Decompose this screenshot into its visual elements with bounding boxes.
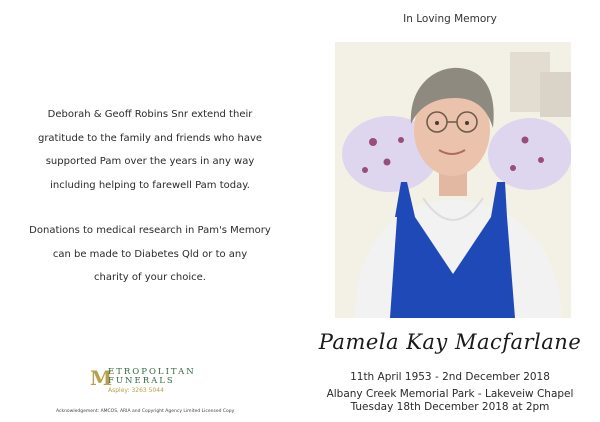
gratitude-line: supported Pam over the years in any way xyxy=(45,156,255,167)
gratitude-line: Deborah & Geoff Robins Snr extend their xyxy=(47,109,253,120)
in-loving-memory-heading: In Loving Memory xyxy=(403,13,497,25)
portrait-illustration xyxy=(335,42,571,318)
service-venue: Albany Creek Memorial Park - Lakeveiw Chapel xyxy=(326,388,574,400)
metropolitan-funerals-logo xyxy=(90,368,196,394)
gratitude-line: gratitude to the family and friends who have xyxy=(37,132,263,144)
donation-line: Donations to medical research in Pam's Memory xyxy=(29,225,271,236)
gratitude-line: including helping to farewell Pam today. xyxy=(50,179,250,191)
deceased-name: Pamela Kay Macfarlane xyxy=(318,330,582,354)
logo-words xyxy=(108,368,196,394)
logo-mark-icon: M xyxy=(90,366,113,390)
service-datetime: Tuesday 18th December 2018 at 2pm xyxy=(350,401,550,413)
donation-line: can be made to Diabetes Qld or to any xyxy=(52,248,248,260)
logo-line-2: FUNERALS xyxy=(108,376,175,386)
gratitude-message xyxy=(20,103,280,290)
portrait-photo xyxy=(335,42,571,318)
copyright-acknowledgement: Acknowledgement: AMCOS, ARIA and Copyright Agency Limited Licensed Copy xyxy=(56,409,235,414)
donation-line: charity of your choice. xyxy=(94,272,206,283)
logo-line-1: ETROPOLITAN xyxy=(108,367,196,377)
logo-phone: Aspley: 3263 5044 xyxy=(108,387,164,394)
life-dates: 11th April 1953 - 2nd December 2018 xyxy=(350,371,550,383)
